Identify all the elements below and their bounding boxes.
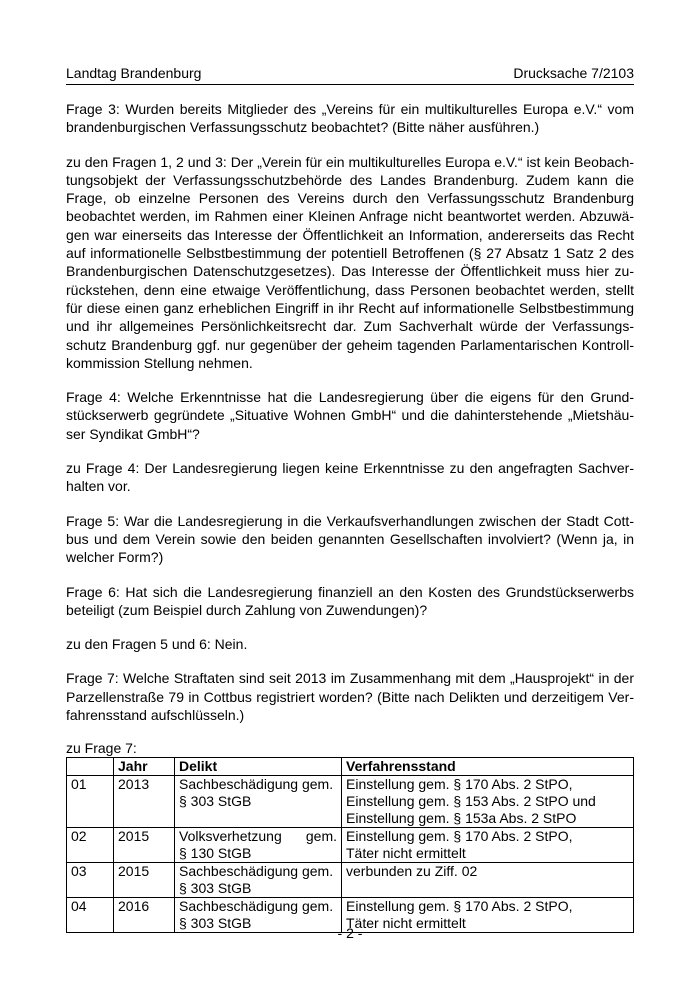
delikt-line: § 303 StGB — [179, 915, 252, 932]
straftaten-table — [66, 757, 634, 933]
header-left: Landtag Brandenburg — [66, 65, 202, 81]
cell-nr: 02 — [67, 828, 114, 863]
stand-line: Täter nicht ermittelt — [346, 915, 466, 932]
header-verfahrensstand: Verfahrensstand — [342, 758, 634, 776]
cell-delikt — [175, 828, 342, 863]
stand-line: Einstellung gem. § 170 Abs. 2 StPO, — [346, 898, 573, 915]
stand-line: Einstellung gem. § 170 Abs. 2 StPO, — [346, 828, 573, 845]
paragraph-frage-7: Frage 7: Welche Straftaten sind seit 2013 im Zusammenhang mit dem „Hausprojekt“ in der Parzellenstraße 79 in Cottbus registriert worden? (Bitte nach Delikten und derzeitigem Verfahrensstand aufschlüsseln.) — [66, 670, 634, 724]
paragraph-frage-6: Frage 6: Hat sich die Landesregierung finanziell an den Kosten des Grundstückserwerbs beteiligt (zum Beispiel durch Zahlung von Zuwendungen)? — [66, 583, 634, 618]
cell-jahr: 2016 — [114, 898, 175, 933]
delikt-line: Volksverhetzung gem. — [179, 828, 337, 845]
cell-verfahrensstand — [342, 776, 634, 828]
paragraph-antwort-1-3: zu den Fragen 1, 2 und 3: Der „Verein für ein multikulturelles Europa e.V.“ ist kein Beobachtungsobjekt der Verfassungsschutzbehörde des Landes Brandenburg. Zudem kann die Frage, ob einzelne Personen des Vereins durch den Verfassungsschutz Brandenburg beobachtet werden, im Rahmen einer Kleinen Anfrage nicht beantwortet werden. Abzuwägen war einerseits das Interesse der Öffentlichkeit an Information, andererseits das Recht auf informationelle Selbstbestimmung der potentiell Betroffenen (§ 27 Absatz 1 Satz 2 des Brandenburgischen Datenschutzgesetzes). Das Interesse der Öffentlichkeit muss hier zurückstehen, denn eine etwaige Veröffentlichung, dass Personen beobachtet werden, stellt für diese einen ganz erheblichen Eingriff in ihr Recht auf informationelle Selbstbestimmung und ihr allgemeines Persönlichkeitsrecht dar. Zum Sachverhalt würde der Verfassungsschutz Brandenburg ggf. nur gegenüber der geheim tagenden Parlamentarischen Kontrollkommission Stellung nehmen. — [66, 153, 634, 371]
table-row — [67, 828, 634, 863]
table-row — [67, 863, 634, 898]
delikt-line: § 130 StGB — [179, 845, 252, 862]
cell-jahr: 2015 — [114, 863, 175, 898]
table-row — [67, 776, 634, 828]
stand-line: verbunden zu Ziff. 02 — [346, 863, 478, 880]
header-delikt: Delikt — [175, 758, 342, 776]
delikt-line: Sachbeschädigung gem. — [179, 776, 334, 793]
cell-jahr: 2015 — [114, 828, 175, 863]
stand-line: Einstellung gem. § 153a Abs. 2 StPO — [346, 810, 577, 827]
cell-verfahrensstand — [342, 863, 634, 898]
header-nr — [67, 758, 114, 776]
paragraph-frage-3: Frage 3: Wurden bereits Mitglieder des „Vereins für ein multikulturelles Europa e.V.“ vom brandenburgischen Verfassungsschutz beobachtet? (Bitte näher ausführen.) — [66, 101, 634, 136]
stand-line: Täter nicht ermittelt — [346, 845, 466, 862]
paragraph-frage-5: Frage 5: War die Landesregierung in die Verkaufsverhandlungen zwischen der Stadt Cottbus und dem Verein sowie den beiden genannten Gesellschaften involviert? (Wenn ja, in welcher Form?) — [66, 512, 634, 566]
cell-nr: 03 — [67, 863, 114, 898]
table-header-row — [67, 758, 634, 776]
cell-delikt — [175, 863, 342, 898]
cell-nr: 01 — [67, 776, 114, 828]
paragraph-antwort-5-6: zu den Fragen 5 und 6: Nein. — [66, 636, 248, 653]
table-caption: zu Frage 7: — [66, 740, 137, 757]
stand-line: Einstellung gem. § 170 Abs. 2 StPO, — [346, 776, 573, 793]
delikt-line: Sachbeschädigung gem. — [179, 863, 334, 880]
cell-verfahrensstand — [342, 828, 634, 863]
delikt-line: Sachbeschädigung gem. — [179, 898, 334, 915]
cell-jahr: 2013 — [114, 776, 175, 828]
stand-line: Einstellung gem. § 153 Abs. 2 StPO und — [346, 793, 596, 810]
delikt-line: § 303 StGB — [179, 880, 252, 897]
paragraph-frage-4: Frage 4: Welche Erkenntnisse hat die Landesregierung über die eigens für den Grundstückserwerb gegründete „Situative Wohnen GmbH“ und die dahinterstehende „Mietshäuser Syndikat GmbH“? — [66, 389, 634, 442]
delikt-line: § 303 StGB — [179, 793, 252, 810]
page-header — [66, 64, 634, 85]
cell-nr: 04 — [67, 898, 114, 933]
header-jahr: Jahr — [114, 758, 175, 776]
cell-delikt — [175, 776, 342, 828]
page-number: - 2 - — [337, 925, 363, 941]
paragraph-antwort-4: zu Frage 4: Der Landesregierung liegen keine Erkenntnisse zu den angefragten Sachverhalten vor. — [66, 460, 634, 495]
header-right: Drucksache 7/2103 — [513, 65, 634, 81]
document-body — [66, 100, 634, 933]
